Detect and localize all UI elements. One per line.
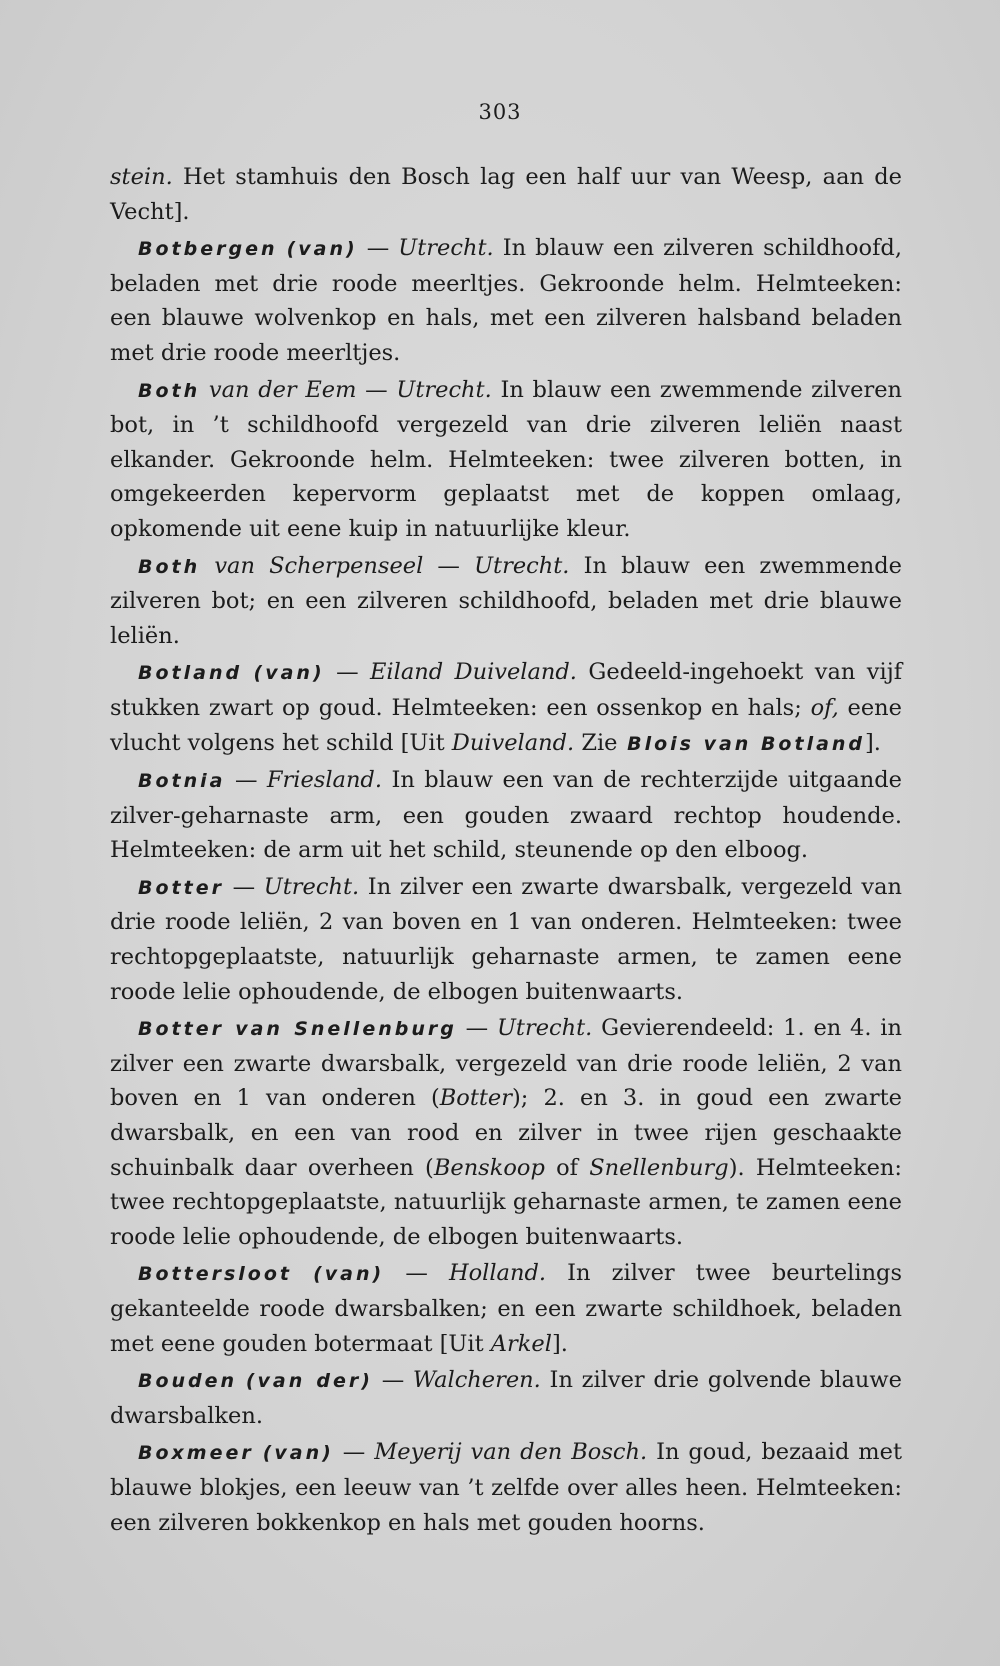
entry-sub: (van) [313, 1263, 385, 1286]
entry-place: Utrecht. [496, 1015, 593, 1042]
entry-ref: Arkel [483, 1330, 552, 1357]
entry-place: Utrecht. [263, 873, 360, 900]
entry-text: In blauw een van de rechterzijde uitgaande zilver-geharnaste arm, een gouden zwaard rechtop houdende. Helmteeken: de arm uit het schild, steunende op den elboog. [110, 767, 902, 864]
entry-ref: Botter [439, 1085, 512, 1112]
entry-text: In zilver drie golvende blauwe dwarsbalken. [110, 1367, 902, 1429]
entry-name: Both [138, 555, 201, 578]
entry-place: Holland. [448, 1260, 547, 1287]
entry-sub: van der Eem [208, 376, 357, 403]
entry-name: Botter [138, 876, 224, 899]
entry-text: In blauw een zwemmende zilveren bot, in ’t schildhoofd vergezeld van drie zilveren leliën naast elkander. Gekroonde helm. Helmteeken: twee zilveren botten, in omgekeerden kepervorm geplaatst met de koppen omlaag, opkomende uit eene kuip in natuurlijke kleur. [110, 376, 902, 542]
entry-ref: Snellenburg [589, 1154, 729, 1181]
entry-name: Botnia [138, 770, 226, 793]
entry-boxmeer: Boxmeer (van) — Meyerij van den Bosch. In goud, bezaaid met blauwe blokjes, een leeuw van ’t zelfde over alles heen. Helmteeken: een zilveren bokkenkop en hals met gouden hoorns. [110, 1439, 902, 1536]
entry-botland: Botland (van) — Eiland Duiveland. Gedeeld-ingehoekt van vijf stukken zwart op goud. Helmteeken: een ossenkop en hals; of, eene vlucht volgens het schild [Uit Duiveland. Zie Blois van Botland]. [110, 659, 903, 756]
entry-both-van-scherpenseel: Both van Scherpenseel — Utrecht. In blauw een zwemmende zilveren bot; en een zilveren schildhoofd, beladen met drie blauwe leliën. [110, 552, 902, 649]
page-number: 303 [478, 100, 522, 124]
entry-bottersloot: Bottersloot (van) — Holland. In zilver twee beurtelings gekanteelde roode dwarsbalken; en een zwarte schildhoek, beladen met eene gouden botermaat [Uit Arkel]. [110, 1260, 903, 1357]
entry-text: In goud, bezaaid met blauwe blokjes, een leeuw van ’t zelfde over alles heen. Helmteeken: een zilveren bokkenkop en hals met gouden hoorns. [110, 1439, 902, 1536]
entry-both-van-der-eem: Both van der Eem — Utrecht. In blauw een zwemmende zilveren bot, in ’t schildhoofd vergezeld van drie zilveren leliën naast elkander. Gekroonde helm. Helmteeken: twee zilveren botten, in omgekeerden kepervorm geplaatst met de koppen omlaag, opkomende uit eene kuip in natuurlijke kleur. [110, 376, 902, 542]
entry-sub: (van) [253, 662, 325, 685]
entry-sub: (van der) [245, 1370, 373, 1393]
continuation-word: stein. [110, 164, 173, 190]
entry-name: Botland [138, 662, 243, 685]
entry-bouden: Bouden (van der) — Walcheren. In zilver drie golvende blauwe dwarsbalken. [110, 1367, 902, 1429]
entry-text: In zilver twee beurtelings gekanteelde roode dwarsbalken; en een zwarte schildhoek, beladen met eene gouden botermaat [Uit [110, 1260, 903, 1357]
entry-place: Walcheren. [412, 1367, 541, 1394]
continuation-text: Het stamhuis den Bosch lag een half uur van Weesp, aan de Vecht]. [110, 164, 902, 225]
entry-place: Utrecht. [474, 552, 570, 579]
entry-botnia: Botnia — Friesland. In blauw een van de rechterzijde uitgaande zilver-geharnaste arm, een gouden zwaard rechtop houdende. Helmteeken: de arm uit het schild, steunende op den elboog. [110, 767, 902, 864]
entry-text: Gedeeld-ingehoekt van vijf stukken zwart op goud. Helmteeken: een ossenkop en hals; [110, 659, 903, 721]
entry-place: Utrecht. [396, 376, 492, 403]
entry-sub: van Scherpenseel [214, 552, 424, 579]
entry-sub: (van) [286, 238, 358, 261]
entry-botbergen: Botbergen (van) — Utrecht. In blauw een zilveren schildhoofd, beladen met drie roode meerltjes. Gekroonde helm. Helmteeken: een blauwe wolvenkop en hals, met een zilveren halsband beladen met drie roode meerltjes. [110, 235, 902, 366]
page-text [110, 160, 902, 1542]
entry-place: Friesland. [266, 767, 382, 794]
entry-ref-name: Blois van Botland [617, 732, 866, 755]
entry-text: In zilver een zwarte dwarsbalk, vergezeld van drie roode leliën, 2 van boven en 1 van onderen. Helmteeken: twee rechtopgeplaatste, natuurlijk geharnaste armen, te zamen eene roode lelie ophoudende, de elbogen buitenwaarts. [110, 873, 902, 1005]
entry-text: In blauw een zwemmende zilveren bot; en een zilveren schildhoofd, beladen met drie blauwe leliën. [110, 552, 902, 649]
entry-sub: (van) [262, 1442, 334, 1465]
entry-name: Bottersloot [138, 1263, 292, 1286]
entry-name: Both [138, 379, 201, 402]
entry-name: Botter van Snellenburg [138, 1018, 457, 1041]
entry-place: Utrecht. [398, 235, 494, 262]
entry-text: In blauw een zilveren schildhoofd, beladen met drie roode meerltjes. Gekroonde helm. Helmteeken: een blauwe wolvenkop en hals, met een zilveren halsband beladen met drie roode meerltjes. [110, 235, 902, 366]
entry-of: of, [801, 694, 839, 721]
entry-name: Boxmeer [138, 1442, 254, 1465]
entry-place: Eiland Duiveland. [370, 659, 577, 686]
entry-ref: Duiveland. [444, 729, 575, 756]
entry-botter-van-snellenburg: Botter van Snellenburg — Utrecht. Gevierendeeld: 1. en 4. in zilver een zwarte dwarsbalk, vergezeld van drie roode leliën, 2 van boven en 1 van onderen (Botter); 2. en 3. in goud een zwarte dwarsbalk, en een van rood en zilver in twee rijen geschaakte schuinbalk daar overheen (Benskoop of Snellenburg). Helmteeken: twee rechtopgeplaatste, natuurlijk geharnaste armen, te zamen eene roode lelie ophoudende, de elbogen buitenwaarts. [110, 1015, 903, 1250]
entry-name: Bouden [138, 1370, 238, 1393]
entry-text: Gevierendeeld: 1. en 4. in zilver een zwarte dwarsbalk, vergezeld van drie roode leliën, 2 van boven en 1 van onderen ( [110, 1015, 902, 1112]
continuation-paragraph [110, 160, 902, 229]
entry-ref: Benskoop [433, 1154, 545, 1181]
entry-place: Meyerij van den Bosch. [374, 1439, 648, 1466]
entry-botter: Botter — Utrecht. In zilver een zwarte dwarsbalk, vergezeld van drie roode leliën, 2 van boven en 1 van onderen. Helmteeken: twee rechtopgeplaatste, natuurlijk geharnaste armen, te zamen eene roode lelie ophoudende, de elbogen buitenwaarts. [110, 873, 902, 1005]
entry-name: Botbergen [138, 238, 278, 261]
